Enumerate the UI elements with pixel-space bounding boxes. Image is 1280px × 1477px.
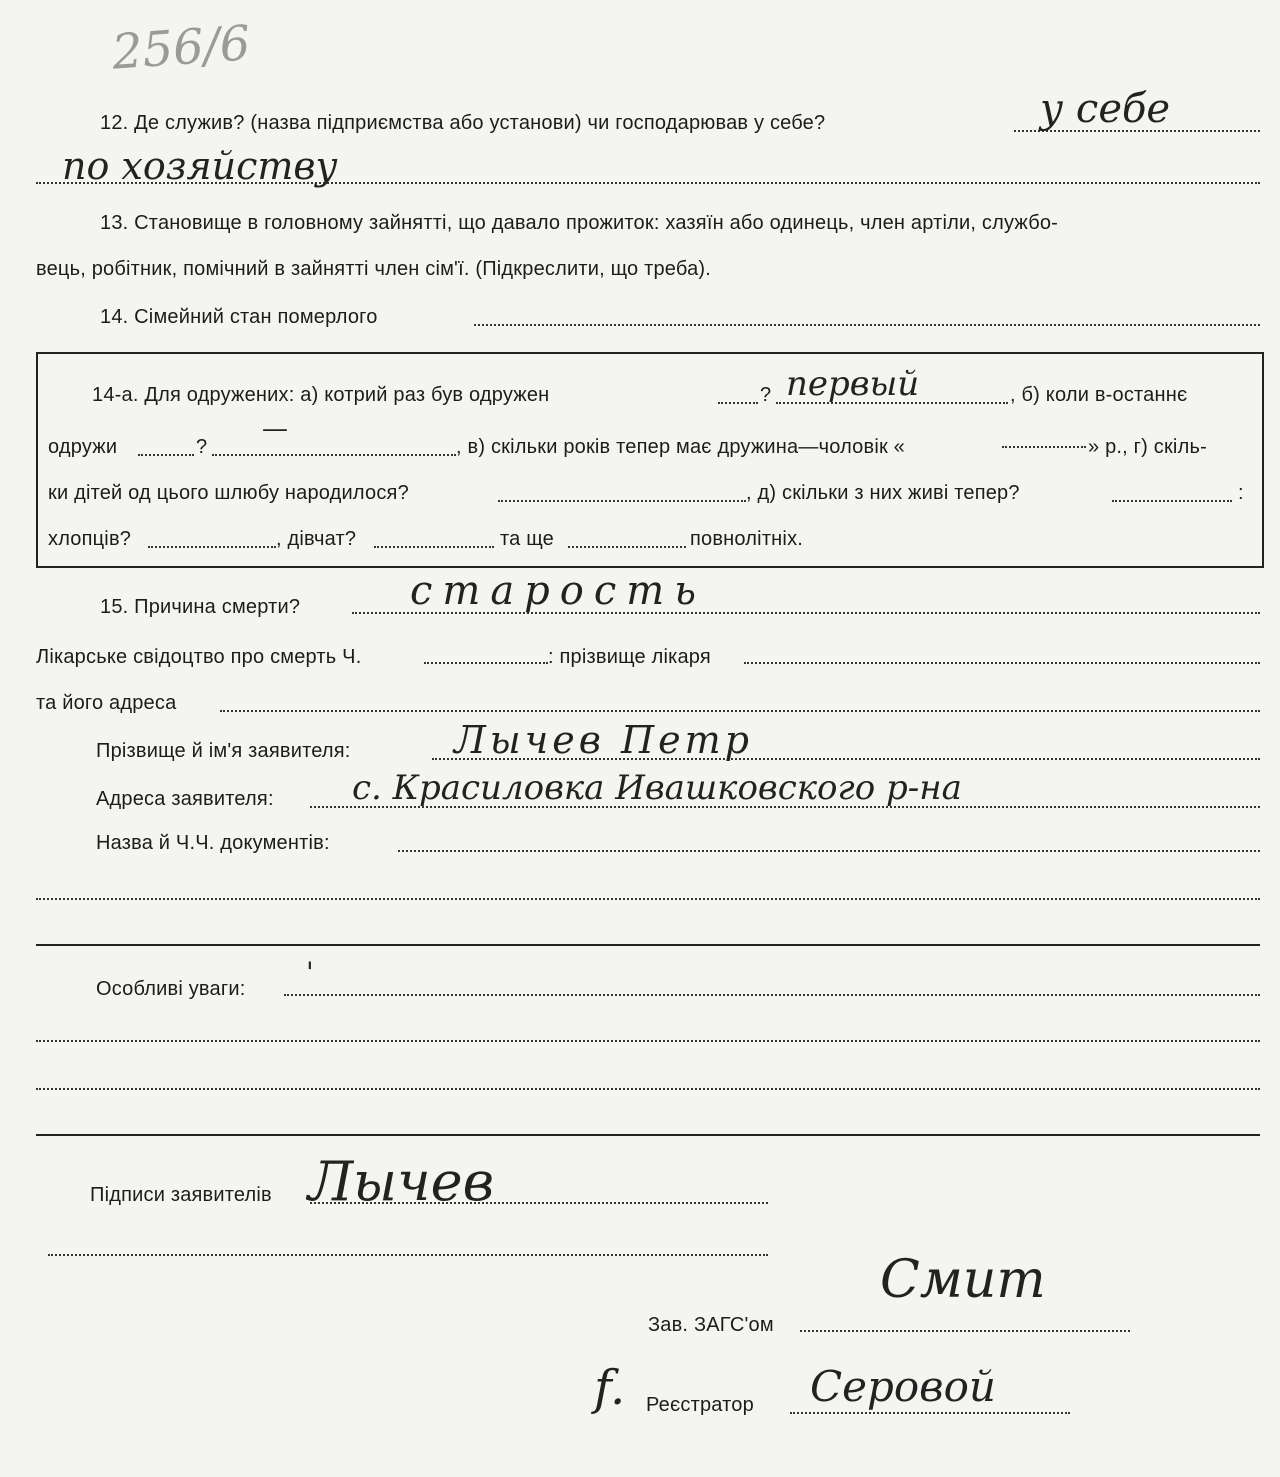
q13-line-2: вець, робітник, помічний в зайнятті член сім'ї. (Підкреслити, що треба). [36, 258, 712, 280]
doctor-label: : прізвище лікаря [548, 646, 711, 668]
archive-number-stamp: 256/6 [110, 15, 253, 81]
q14a-label-adults: повнолітніх. [690, 528, 804, 550]
applicant-signature-label: Підписи заявителів [90, 1184, 272, 1206]
q14a-label-alive: , д) скільки з них живі тепер? [746, 482, 1020, 504]
q12-answer-2[interactable]: по хозяйству [62, 144, 338, 188]
q14-label: 14. Сімейний стан померлого [100, 306, 378, 328]
q14a-label-born: ки дітей од цього шлюбу народилося? [48, 482, 409, 504]
applicant-address-value[interactable]: с. Красиловка Ивашковского р-на [352, 768, 962, 808]
applicant-name-value[interactable]: Лычев Петр [454, 718, 753, 762]
applicant-signature[interactable]: Лычев [308, 1150, 495, 1213]
q14a-label-times: 14-а. Для одружених: а) котрий раз був одружен [92, 384, 550, 406]
documents-label: Назва й Ч.Ч. документів: [96, 832, 330, 854]
documents-field[interactable] [398, 850, 1260, 852]
q14a-times-answer[interactable]: первый [786, 364, 920, 404]
q14a-label-spouse-age: , в) скільки років тепер має дружина—чоловік « [456, 436, 905, 458]
q14a-girls-field[interactable] [374, 546, 494, 548]
certificate-number-field[interactable] [424, 662, 548, 664]
zags-head-label: Зав. ЗАГС'ом [648, 1314, 774, 1336]
registrar-prefix: f. [594, 1360, 626, 1416]
q14a-colon: : [1238, 482, 1244, 504]
q14a-label-boys: хлопців? [48, 528, 132, 550]
doctor-address-field[interactable] [220, 710, 1260, 712]
q14a-times-dots [718, 402, 758, 404]
q14a-q-mark-2: ? [196, 436, 208, 458]
notes-mark: ' [306, 956, 314, 989]
registrar-signature[interactable]: Серовой [810, 1362, 996, 1411]
registrar-signature-line [790, 1412, 1070, 1414]
q14a-label-girls: , дівчат? [276, 528, 357, 550]
q14-answer-line[interactable] [474, 324, 1260, 326]
q14a-alive-field[interactable] [1112, 500, 1232, 502]
q15-answer[interactable]: старость [410, 568, 706, 614]
q14a-label-married: одружи [48, 436, 118, 458]
zags-head-signature[interactable]: Смит [880, 1250, 1046, 1310]
q14a-boys-field[interactable] [148, 546, 276, 548]
q13-line-1: 13. Становище в головному зайнятті, що давало прожиток: хазяїн або одинець, член артіли, службо- [100, 212, 1059, 234]
q14a-when-dots [138, 454, 194, 456]
section-divider-2 [36, 1134, 1260, 1136]
section-divider-1 [36, 944, 1260, 946]
q12-label: 12. Де служив? (назва підприємства або установи) чи господарював у себе? [100, 112, 826, 134]
q14a-label-when: , б) коли в-останнє [1010, 384, 1188, 406]
documents-field-2[interactable] [36, 898, 1260, 900]
q14a-label-children: » р., г) скіль- [1088, 436, 1207, 458]
notes-field-1[interactable] [284, 994, 1260, 996]
doctor-address-label: та його адреса [36, 692, 177, 714]
q14a-adults-field[interactable] [568, 546, 686, 548]
notes-field-3[interactable] [36, 1088, 1260, 1090]
q14a-label-also: та ще [500, 528, 554, 550]
q15-label: 15. Причина смерти? [100, 596, 301, 618]
registrar-label: Реєстратор [646, 1394, 754, 1416]
notes-label: Особливі уваги: [96, 978, 246, 1000]
applicant-address-label: Адреса заявителя: [96, 788, 274, 810]
q12-answer-1[interactable]: у себе [1040, 86, 1171, 132]
certificate-label: Лікарське свідоцтво про смерть Ч. [36, 646, 362, 668]
notes-field-2[interactable] [36, 1040, 1260, 1042]
q14a-q-mark-1: ? [760, 384, 772, 406]
q14a-born-field[interactable] [498, 500, 746, 502]
applicant-name-label: Прізвище й ім'я заявителя: [96, 740, 351, 762]
applicant-signature-line-2[interactable] [48, 1254, 768, 1256]
zags-head-signature-line [800, 1330, 1130, 1332]
q14a-when-line [212, 454, 456, 456]
doctor-name-field[interactable] [744, 662, 1260, 664]
q14a-spouse-age-field[interactable] [1002, 446, 1086, 448]
q14a-when-answer[interactable]: — [262, 414, 288, 444]
